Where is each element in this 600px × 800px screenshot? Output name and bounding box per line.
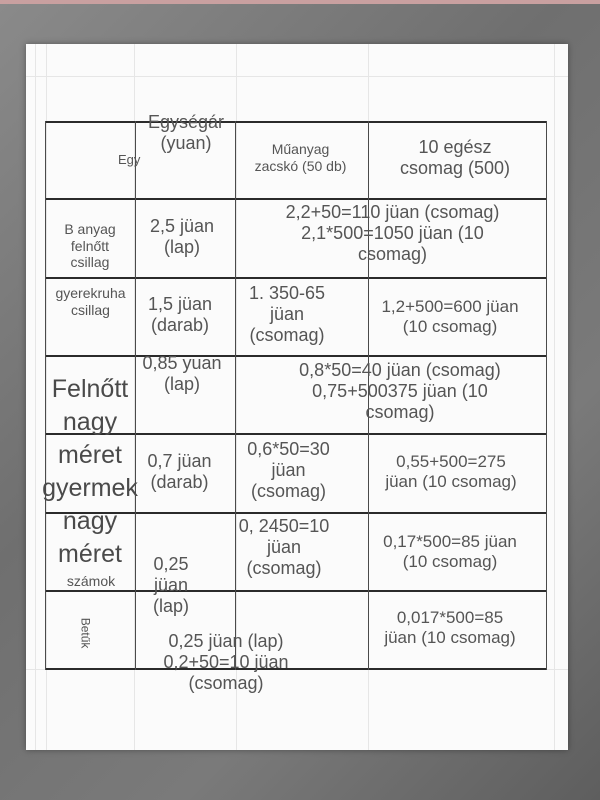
row3-bag-price: 0,8*50=40 jüan (csomag) 0,75+500375 jüan (10 csomag) <box>299 360 501 423</box>
row6-label: Betűk <box>78 617 93 649</box>
row2-pack-price: 1,2+500=600 jüan (10 csomag) <box>381 297 519 337</box>
big-size-label: Felnőtt nagy méret gyermek nagy méret <box>42 375 138 568</box>
row2-unit-price: 1,5 jüan (darab) <box>147 294 213 336</box>
row6-pack-price: 0,017*500=85 jüan (10 csomag) <box>384 608 516 648</box>
row1-bag-price: 2,2+50=110 jüan (csomag) 2,1*500=1050 jüan (10 csomag) <box>285 202 500 265</box>
row5-unit-price: 0,25 jüan (lap) <box>152 554 189 617</box>
photo-edge <box>0 0 600 4</box>
row3-unit-price: 0,85 yuan (lap) <box>142 353 222 395</box>
row1-label: B anyag felnőtt csillag <box>64 221 116 271</box>
row4-bag-price: 0,6*50=30 jüan (csomag) <box>247 439 330 502</box>
header-plastic-bag: Műanyag zacskó (50 db) <box>254 141 347 174</box>
header-unit-price: Egységár (yuan) <box>147 112 225 154</box>
row4-unit-price: 0,7 jüan (darab) <box>147 451 212 493</box>
row1-unit-price: 2,5 jüan (lap) <box>149 216 215 258</box>
row6-unit-price: 0,25 jüan (lap) 0,2+50=10 jüan (csomag) <box>163 631 289 694</box>
header-whole-pack: 10 egész csomag (500) <box>399 137 511 179</box>
row2-label: gyerekruha csillag <box>55 285 126 318</box>
row2-bag-price: 1. 350-65 jüan (csomag) <box>248 283 326 346</box>
row4-pack-price: 0,55+500=275 jüan (10 csomag) <box>385 452 517 492</box>
header-egy: Egy <box>118 152 141 167</box>
row5-bag-price: 0, 2450=10 jüan (csomag) <box>238 516 330 579</box>
row5-pack-price: 0,17*500=85 jüan (10 csomag) <box>383 532 517 572</box>
row5-label: számok <box>66 573 116 589</box>
